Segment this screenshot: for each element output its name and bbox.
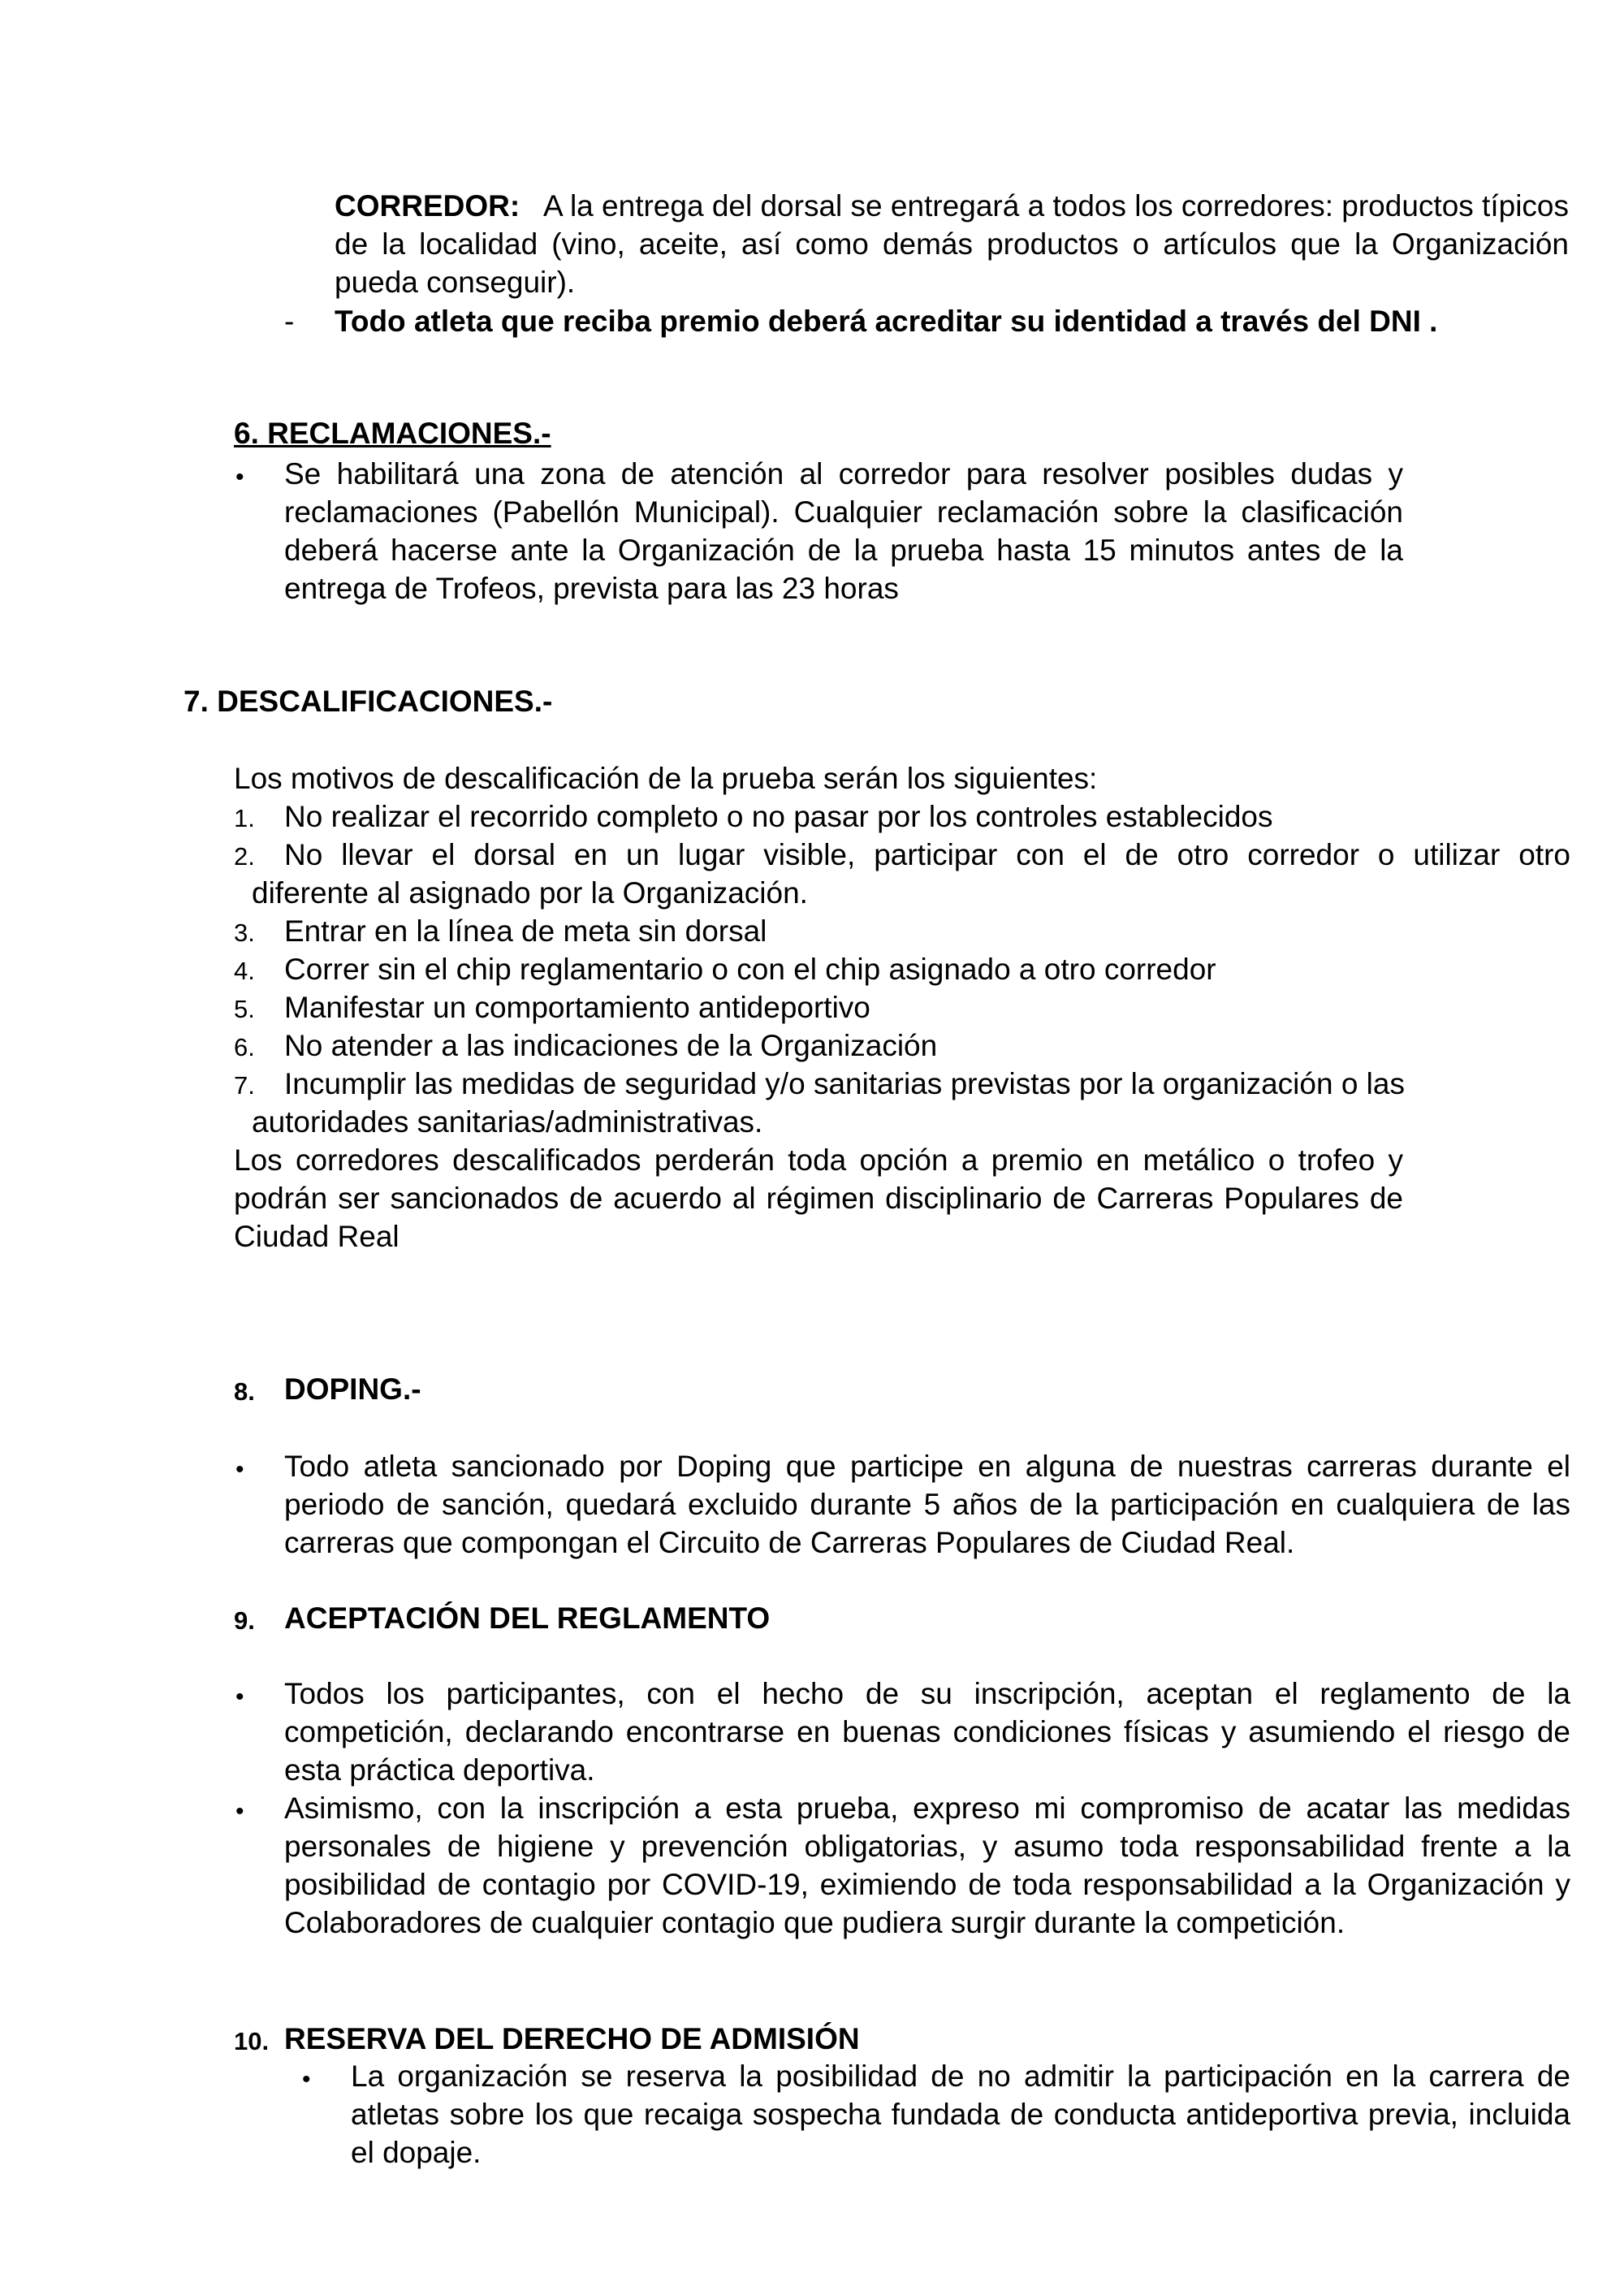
list-item [234,1103,1570,1141]
bullet-icon: • [235,464,244,491]
list-item-text: Correr sin el chip reglamentario o con el chip asignado a otro corredor [284,953,1216,986]
dni-note: Todo atleta que reciba premio deberá acreditar su identidad a través del DNI . [335,305,1438,338]
admision-text: La organización se reserva la posibilidad de no admitir la participación en la carrera de atletas sobre los que recaiga sospecha fundada de conducta antideportiva previa, incluida el dopaje. [351,2059,1570,2169]
list-item-number: 6. [234,1033,255,1061]
descalificaciones-list [234,797,1570,1141]
dash-marker: - [284,305,295,338]
list-item [234,950,1570,988]
section-9-number: 9. [234,1606,255,1635]
list-item-number: 7. [234,1071,255,1100]
descalificaciones-closing: Los corredores descalificados perderán toda opción a premio en metálico o trofeo y podrán ser sancionados de acuerdo al régimen disciplinario de Carreras Populares de Ciudad Real [234,1143,1403,1253]
list-item-number: 1. [234,804,255,832]
list-item-text: No llevar el dorsal en un lugar visible, participar con el de otro corredor o utilizar otro [284,838,1570,871]
bullet-icon: • [235,1456,244,1483]
section-7-heading: 7. DESCALIFICACIONES.- [184,685,553,718]
descalificaciones-intro: Los motivos de descalificación de la prueba serán los siguientes: [234,762,1098,795]
list-item-number: 5. [234,995,255,1023]
list-item-text: Incumplir las medidas de seguridad y/o sanitarias previstas por la organización o las [284,1067,1405,1100]
corredor-paragraph [335,187,1569,301]
section-6-heading: 6. RECLAMACIONES.- [234,417,551,450]
corredor-text: A la entrega del dorsal se entregará a todos los corredores: productos típicos de la localidad (vino, aceite, así como demás productos o artículos que la Organización pueda conseguir). [335,189,1569,299]
aceptacion-item: Asimismo, con la inscripción a esta prueba, expreso mi compromiso de acatar las medidas personales de higiene y prevención obligatorias, y asumo toda responsabilidad frente a la posibilidad de contagio por COVID-19, eximiendo de toda responsabilidad a la Organización y Colaboradores de cualquier contagio que pudiera surgir durante la competición. [284,1791,1570,1939]
list-item-text: autoridades sanitarias/administrativas. [252,1105,763,1139]
bullet-icon: • [235,1683,244,1710]
section-8-number: 8. [234,1377,255,1406]
list-item [234,1065,1570,1103]
list-item [234,797,1570,836]
corredor-label: CORREDOR: [335,189,520,223]
section-8-heading: DOPING.- [284,1372,421,1406]
section-9-heading: ACEPTACIÓN DEL REGLAMENTO [284,1601,771,1635]
list-item-text: Entrar en la línea de meta sin dorsal [284,914,767,948]
list-item-number: 2. [234,842,255,871]
section-10-number: 10. [234,2027,270,2055]
list-item-text: No atender a las indicaciones de la Organización [284,1029,938,1062]
aceptacion-item: Todos los participantes, con el hecho de su inscripción, aceptan el reglamento de la competición, declarando encontrarse en buenas condiciones físicas y asumiendo el riesgo de esta práctica deportiva. [284,1677,1570,1787]
list-item-number: 3. [234,918,255,947]
bullet-icon: • [302,2066,311,2093]
list-item [234,912,1570,950]
bullet-icon: • [235,1798,244,1825]
reclamaciones-text: Se habilitará una zona de atención al corredor para resolver posibles dudas y reclamaciones (Pabellón Municipal). Cualquier reclamación sobre la clasificación deberá hacerse ante la Organización de la prueba hasta 15 minutos antes de la entrega de Trofeos, prevista para las 23 horas [284,457,1403,605]
doping-text: Todo atleta sancionado por Doping que participe en alguna de nuestras carreras durante el periodo de sanción, quedará excluido durante 5 años de la participación en cualquiera de las carreras que compongan el Circuito de Carreras Populares de Ciudad Real. [284,1450,1570,1559]
list-item-text: No realizar el recorrido completo o no pasar por los controles establecidos [284,800,1273,833]
section-10-heading: RESERVA DEL DERECHO DE ADMISIÓN [284,2022,860,2055]
list-item [234,988,1570,1026]
list-item-number: 4. [234,957,255,985]
list-item [234,836,1570,874]
list-item [234,1026,1570,1065]
list-item [234,874,1570,912]
list-item-text: diferente al asignado por la Organización. [252,876,808,910]
list-item-text: Manifestar un comportamiento antideportivo [284,991,870,1024]
